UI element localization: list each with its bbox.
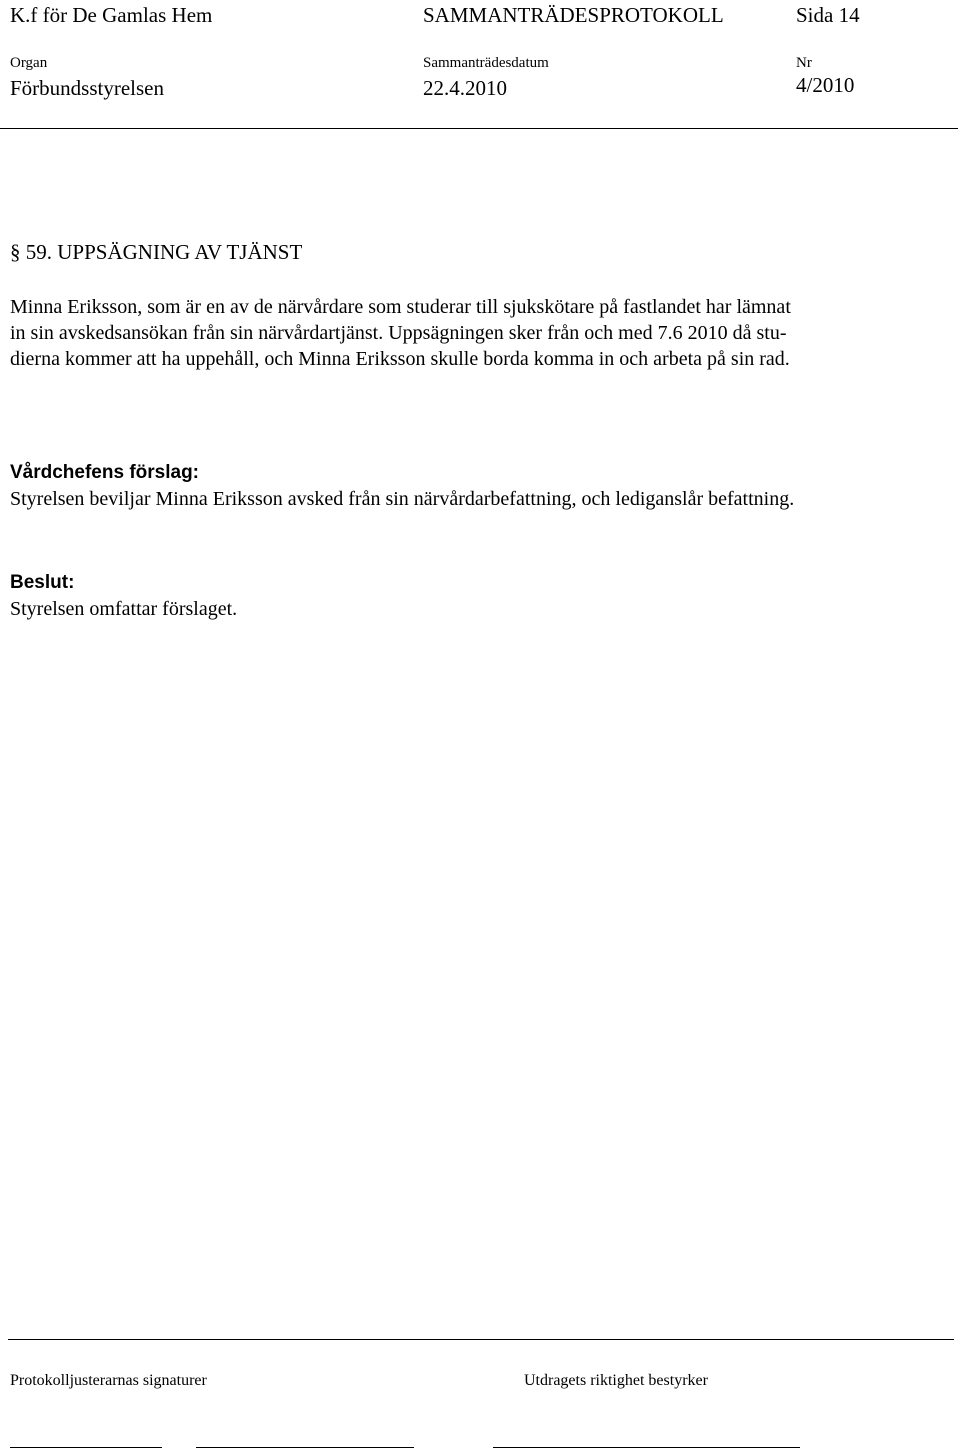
proposal-label: Vårdchefens förslag: (10, 462, 199, 483)
section-title: 59. UPPSÄGNING AV TJÄNST (25, 240, 303, 264)
section-symbol: § (10, 240, 21, 264)
signature-line (10, 1447, 162, 1448)
header-divider (0, 128, 958, 129)
decision-text: Styrelsen omfattar förslaget. (10, 598, 238, 620)
body-line: Minna Eriksson, som är en av de närvårdare som studerar till sjukskötare på fastlandet har lämnat (10, 296, 791, 318)
signatures-label: Protokolljusterarnas signaturer (10, 1372, 207, 1389)
organ-label: Organ (10, 55, 48, 71)
date-value: 22.4.2010 (423, 76, 507, 100)
section-body (10, 294, 945, 372)
nr-label: Nr (796, 55, 812, 71)
decision-label: Beslut: (10, 572, 75, 593)
page-number: Sida 14 (796, 3, 860, 27)
body-line: in sin avskedsansökan från sin närvårdartjänst. Uppsägningen sker från och med 7.6 2010 då stu- (10, 322, 787, 344)
organization-name: K.f för De Gamlas Hem (10, 3, 213, 27)
proposal-text: Styrelsen beviljar Minna Eriksson avsked från sin närvårdarbefattning, och lediganslår befattning. (10, 488, 795, 510)
organ-value: Förbundsstyrelsen (10, 76, 164, 100)
signature-line (196, 1447, 414, 1448)
decision-block (10, 570, 945, 622)
footer-divider (8, 1339, 954, 1340)
document-type: SAMMANTRÄDESPROTOKOLL (423, 3, 724, 27)
date-label: Sammanträdesdatum (423, 55, 549, 71)
signature-line (493, 1447, 800, 1448)
body-line: dierna kommer att ha uppehåll, och Minna Eriksson skulle borda komma in och arbeta på sin rad. (10, 348, 790, 370)
nr-value: 4/2010 (796, 73, 855, 97)
section-heading (10, 240, 302, 265)
verification-label: Utdragets riktighet bestyrker (524, 1372, 708, 1389)
proposal-block (10, 460, 945, 512)
